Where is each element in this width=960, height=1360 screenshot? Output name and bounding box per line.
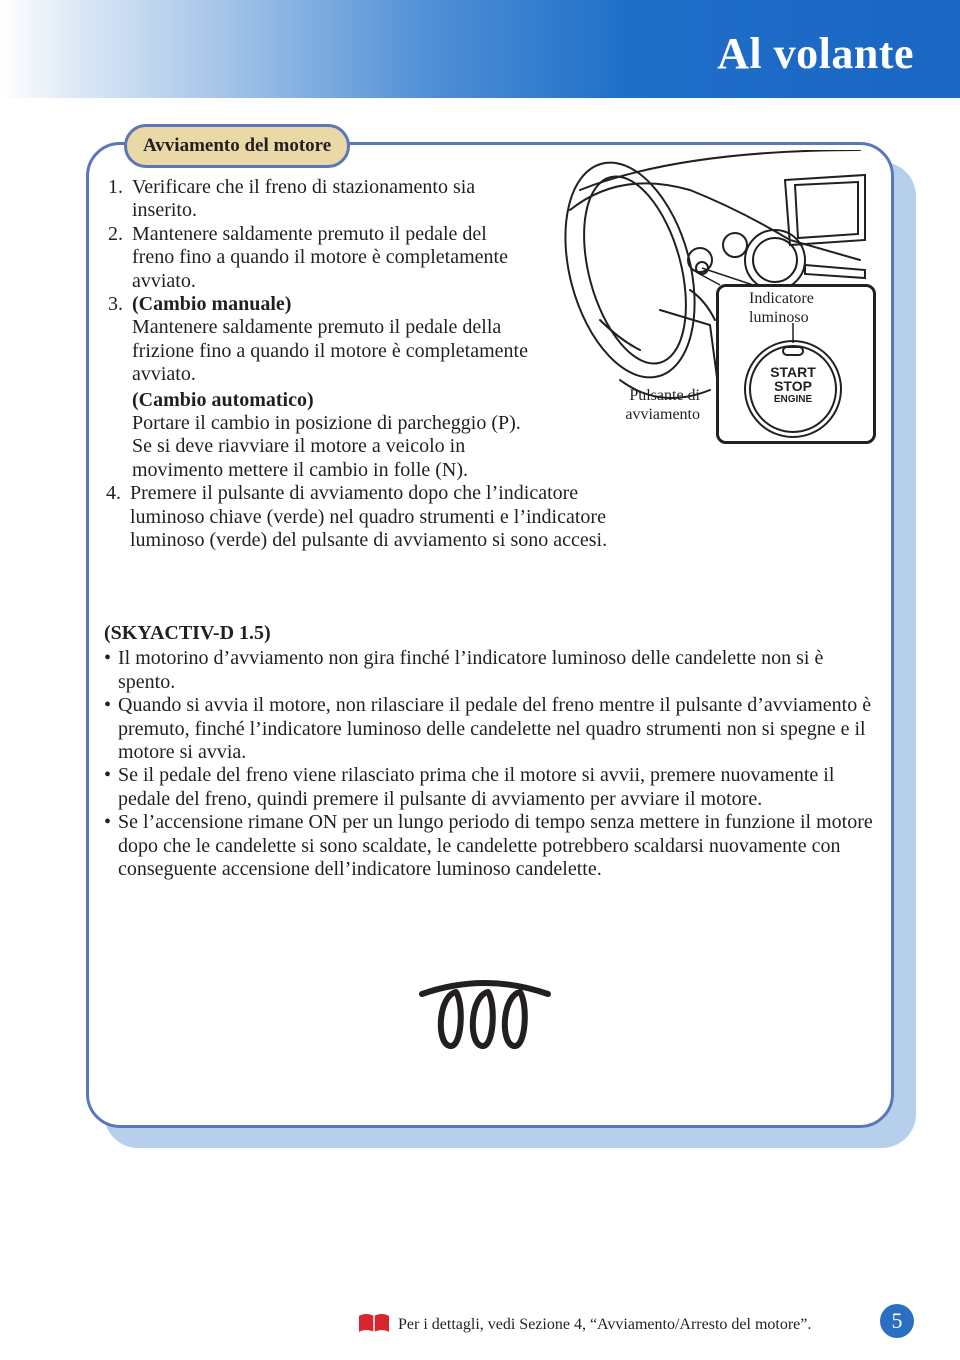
stop-text: STOP (774, 378, 812, 394)
step-1 (104, 176, 522, 223)
page-header (0, 0, 960, 98)
bullet-icon: • (104, 764, 112, 787)
step-text: Verificare che il freno di stazionamento sia inserito. (132, 176, 476, 222)
start-button-callout (716, 284, 876, 444)
indicator-label: Indicatore luminoso (749, 290, 814, 326)
chapter-title: Al volante (717, 29, 914, 78)
step-subtext-automatic: Portare il cambio in posizione di parcheggio (P). Se si deve riavviare il motore a veicolo in movimento mettere il cambio in folle (N). (132, 412, 521, 481)
bullet-icon: • (104, 811, 112, 834)
note-bullet (104, 647, 874, 694)
diesel-notes (104, 622, 874, 881)
section-tab: Avviamento del motore (124, 124, 350, 168)
note-text: Se l’accensione rimane ON per un lungo periodo di tempo senza mettere in funzione il motore dopo che le candelette si sono scaldate, le candelette potrebbero scaldarsi nuovamente con conseguente accensione dell’indicatore luminoso candelette. (118, 811, 873, 881)
page-number: 5 (880, 1304, 914, 1338)
step-number: 1. (108, 176, 123, 198)
note-bullet (104, 811, 874, 881)
step-number: 2. (108, 222, 123, 245)
note-text: Il motorino d’avviamento non gira finché l’indicatore luminoso delle candelette non si è spento. (118, 647, 824, 693)
note-bullet (104, 764, 874, 811)
notes-heading: (SKYACTIV-D 1.5) (104, 622, 271, 644)
step-number: 4. (106, 482, 121, 505)
reference-note: Per i dettagli, vedi Sezione 4, “Avviamento/Arresto del motore”. (398, 1316, 812, 1333)
step-subtitle-automatic: (Cambio automatico) (132, 388, 314, 411)
step-text: Premere il pulsante di avviamento dopo che l’indicatore luminoso chiave (verde) nel quadro strumenti e l’indicatore luminoso (verde) del pulsante di avviamento si sono accesi. (130, 482, 608, 552)
note-text: Quando si avvia il motore, non rilasciare il pedale del freno mentre il pulsante d’avviamento è premuto, finché l’indicatore luminoso delle candelette nel quadro strumenti non si spegne e il motore si avvia. (118, 694, 872, 764)
note-bullet (104, 694, 874, 764)
step-number: 3. (108, 293, 123, 316)
bullet-icon: • (104, 694, 112, 717)
button-label: Pulsante di avviamento (625, 387, 700, 423)
bullet-icon: • (104, 647, 112, 670)
glow-plug-warning-icon (418, 974, 552, 1059)
step-subtitle-manual: (Cambio manuale) (132, 293, 292, 316)
step-2 (104, 223, 522, 293)
step-subtext-manual: Mantenere saldamente premuto il pedale della frizione fino a quando il motore è completamente avviato. (132, 316, 528, 386)
start-text: START (770, 364, 816, 380)
step-text: Mantenere saldamente premuto il pedale del freno fino a quando il motore è completamente avviato. (132, 222, 508, 292)
book-icon (358, 1312, 390, 1339)
engine-text: ENGINE (773, 394, 813, 405)
step-4 (102, 482, 650, 552)
step-3 (104, 293, 532, 482)
note-text: Se il pedale del freno viene rilasciato prima che il motore si avvii, premere nuovamente il pedale del freno, quindi premere il pulsante di avviamento per avviare il motore. (118, 764, 835, 810)
